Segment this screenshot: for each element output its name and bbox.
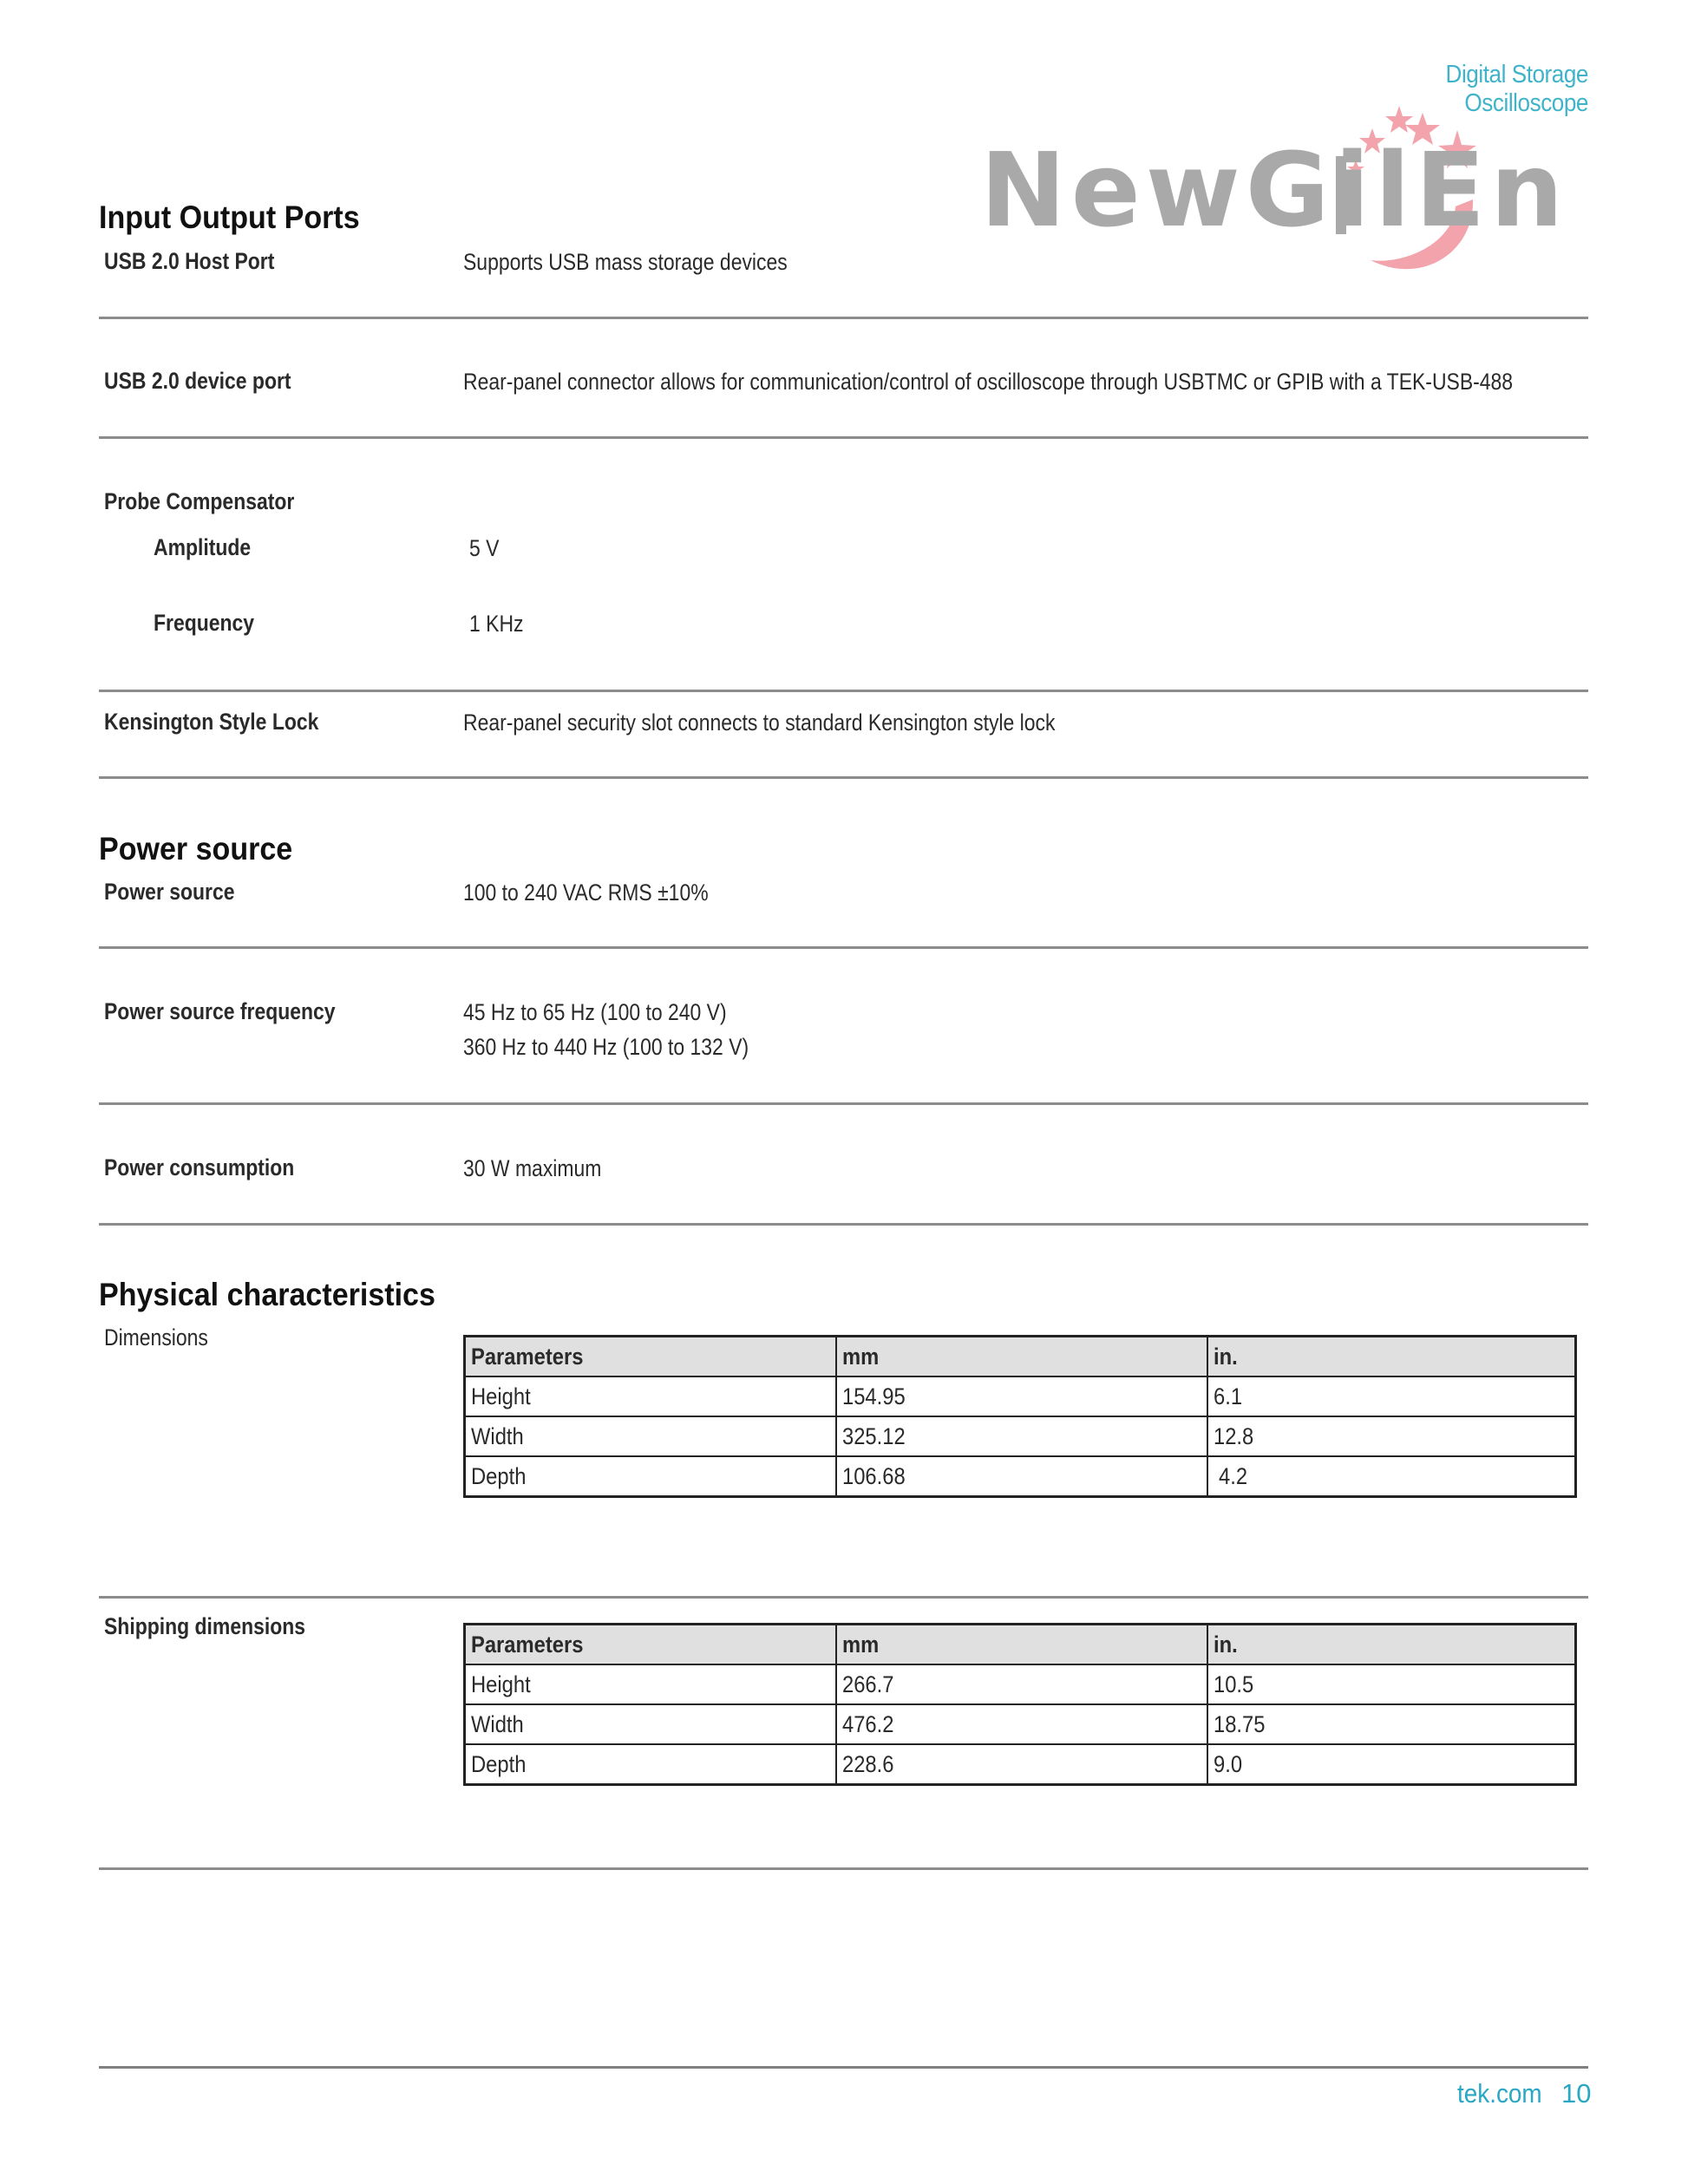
power-consumption-label: Power consumption [104,1154,295,1180]
table-header-cell: in. [1207,1337,1576,1377]
table-cell: Depth [465,1456,836,1497]
table-row [465,1744,1576,1785]
table-header-cell: in. [1207,1625,1576,1665]
logo-text: NewGilEn [980,130,1569,250]
power-consumption-value: 30 W maximum [463,1155,602,1181]
table-cell: 266.7 [836,1664,1207,1704]
table-cell: 9.0 [1207,1744,1576,1785]
footer-site-link[interactable]: tek.com [1457,2078,1542,2109]
divider [99,436,1588,439]
table-cell: 18.75 [1207,1704,1576,1744]
table-cell: Depth [465,1744,836,1785]
shipping-dimensions-table [463,1623,1577,1786]
footer-page-number: 10 [1561,2078,1592,2109]
table-header-cell: mm [836,1625,1207,1665]
table-cell: 476.2 [836,1704,1207,1744]
usb-host-label: USB 2.0 Host Port [104,248,275,274]
divider [99,946,1588,949]
table-cell: 154.95 [836,1376,1207,1416]
amplitude-label: Amplitude [154,534,252,560]
divider [99,1867,1588,1870]
dimensions-label: Dimensions [104,1324,208,1350]
usb-host-value: Supports USB mass storage devices [463,249,788,275]
table-row [465,1416,1576,1456]
power-source-value: 100 to 240 VAC RMS ±10% [463,879,709,906]
divider [99,1223,1588,1226]
divider [99,776,1588,779]
power-frequency-label: Power source frequency [104,998,336,1024]
brand-logo [972,95,1569,286]
divider [99,1596,1588,1599]
amplitude-value: 5 V [469,535,500,561]
header-tagline: Digital Storage Oscilloscope [1445,61,1588,117]
shipping-dimensions-label: Shipping dimensions [104,1613,306,1639]
divider [99,690,1588,692]
power-frequency-value-line1: 45 Hz to 65 Hz (100 to 240 V) [463,999,727,1025]
table-row [465,1664,1576,1704]
power-source-label: Power source [104,879,235,905]
table-cell: 4.2 [1207,1456,1576,1497]
footer-divider [99,2066,1588,2069]
table-row [465,1376,1576,1416]
usb-device-label: USB 2.0 device port [104,368,291,394]
table-row [465,1456,1576,1497]
table-cell: 6.1 [1207,1376,1576,1416]
dimensions-table [463,1335,1577,1498]
table-cell: Width [465,1416,836,1456]
table-cell: 106.68 [836,1456,1207,1497]
table-cell: Width [465,1704,836,1744]
table-header-row [465,1337,1576,1377]
section-title-power: Power source [99,831,293,866]
section-title-physical: Physical characteristics [99,1277,435,1312]
kensington-label: Kensington Style Lock [104,709,319,735]
table-header-row [465,1625,1576,1665]
table-cell: 228.6 [836,1744,1207,1785]
table-cell: 325.12 [836,1416,1207,1456]
frequency-label: Frequency [154,610,255,636]
frequency-value: 1 KHz [469,611,524,637]
probe-compensator-label: Probe Compensator [104,488,295,514]
table-header-cell: Parameters [465,1625,836,1665]
table-cell: 10.5 [1207,1664,1576,1704]
divider [99,317,1588,319]
divider [99,1102,1588,1105]
table-cell: 12.8 [1207,1416,1576,1456]
table-header-cell: Parameters [465,1337,836,1377]
kensington-value: Rear-panel security slot connects to standard Kensington style lock [463,709,1056,736]
table-header-cell: mm [836,1337,1207,1377]
table-row [465,1704,1576,1744]
power-frequency-value-line2: 360 Hz to 440 Hz (100 to 132 V) [463,1034,749,1060]
section-title-io: Input Output Ports [99,199,360,235]
table-cell: Height [465,1376,836,1416]
table-cell: Height [465,1664,836,1704]
usb-device-value: Rear-panel connector allows for communication/control of oscilloscope through USBTMC or GPIB with a TEK-USB-488 [463,369,1514,395]
